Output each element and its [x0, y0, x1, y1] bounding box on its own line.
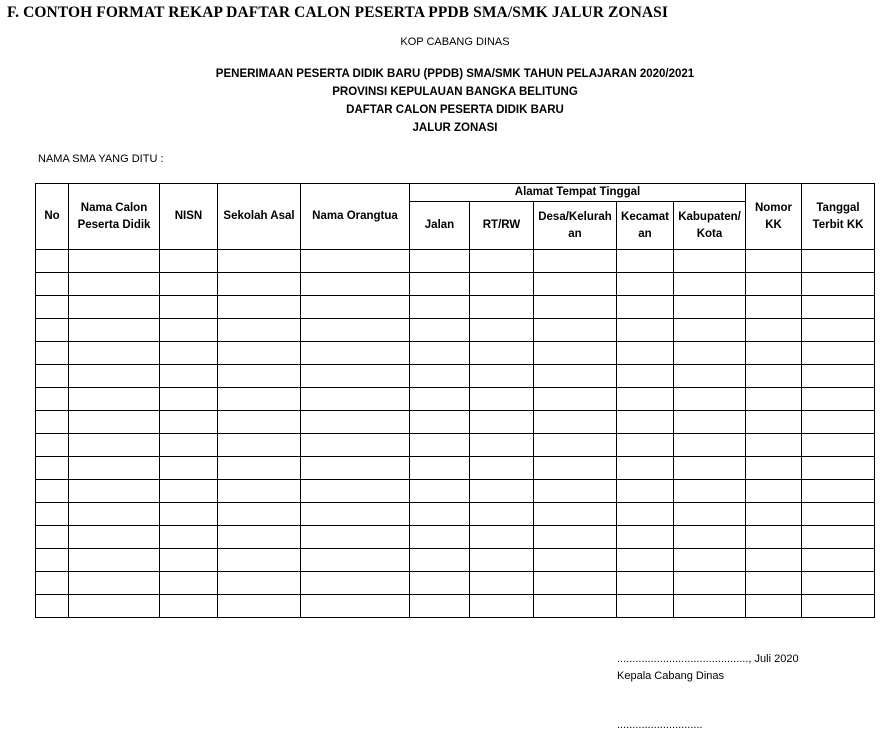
table-cell [160, 572, 218, 595]
table-cell [746, 526, 802, 549]
table-cell [746, 572, 802, 595]
table-cell [301, 526, 410, 549]
table-cell [746, 457, 802, 480]
table-cell [470, 319, 534, 342]
table-cell [218, 388, 301, 411]
table-row [36, 273, 875, 296]
table-cell [470, 250, 534, 273]
table-cell [674, 250, 746, 273]
table-cell [802, 273, 875, 296]
table-cell [69, 595, 160, 618]
recap-table-body [36, 250, 875, 618]
table-cell [69, 342, 160, 365]
table-cell [218, 549, 301, 572]
document-heading [0, 65, 885, 137]
heading-line-list: DAFTAR CALON PESERTA DIDIK BARU [346, 104, 564, 116]
table-cell [301, 595, 410, 618]
table-cell [410, 457, 470, 480]
table-cell [534, 549, 617, 572]
kop-header: KOP CABANG DINAS [400, 36, 510, 48]
table-cell [802, 595, 875, 618]
table-cell [160, 411, 218, 434]
table-cell [69, 273, 160, 296]
table-cell [617, 365, 674, 388]
table-cell [534, 250, 617, 273]
table-cell [802, 549, 875, 572]
table-cell [617, 319, 674, 342]
table-cell [617, 342, 674, 365]
school-name-label: NAMA SMA YANG DITU : [38, 153, 164, 165]
table-cell [301, 572, 410, 595]
table-cell [802, 411, 875, 434]
table-cell [410, 411, 470, 434]
table-cell [802, 342, 875, 365]
heading-line-jalur: JALUR ZONASI [412, 122, 498, 134]
table-cell [36, 365, 69, 388]
table-cell [674, 273, 746, 296]
table-cell [160, 595, 218, 618]
table-cell [36, 319, 69, 342]
table-row [36, 388, 875, 411]
header-tanggal-terbit-kk: Tanggal Terbit KK [802, 184, 875, 250]
signature-name-line: ............................ [617, 719, 703, 731]
table-cell [746, 273, 802, 296]
document-title: F. CONTOH FORMAT REKAP DAFTAR CALON PESERTA PPDB SMA/SMK JALUR ZONASI [7, 4, 669, 21]
table-cell [36, 572, 69, 595]
table-cell [160, 319, 218, 342]
table-cell [470, 457, 534, 480]
table-row [36, 250, 875, 273]
table-cell [301, 503, 410, 526]
header-kecamatan: Kecamat an [617, 202, 674, 250]
table-cell [617, 273, 674, 296]
table-cell [218, 572, 301, 595]
table-row [36, 342, 875, 365]
table-cell [36, 549, 69, 572]
table-cell [69, 434, 160, 457]
table-cell [802, 503, 875, 526]
table-cell [160, 365, 218, 388]
table-cell [410, 273, 470, 296]
table-cell [534, 572, 617, 595]
header-nisn: NISN [160, 184, 218, 250]
table-cell [410, 250, 470, 273]
table-cell [160, 296, 218, 319]
table-cell [534, 411, 617, 434]
table-cell [218, 273, 301, 296]
table-cell [410, 296, 470, 319]
table-cell [160, 342, 218, 365]
table-cell [36, 503, 69, 526]
table-cell [410, 342, 470, 365]
table-cell [746, 319, 802, 342]
table-cell [218, 319, 301, 342]
table-cell [802, 457, 875, 480]
table-cell [802, 480, 875, 503]
table-cell [218, 342, 301, 365]
table-cell [802, 434, 875, 457]
table-cell [69, 250, 160, 273]
table-cell [746, 250, 802, 273]
table-cell [69, 296, 160, 319]
table-cell [410, 434, 470, 457]
table-cell [534, 480, 617, 503]
table-cell [410, 365, 470, 388]
table-cell [218, 365, 301, 388]
table-cell [617, 250, 674, 273]
table-row [36, 526, 875, 549]
table-cell [470, 296, 534, 319]
table-cell [617, 411, 674, 434]
table-cell [746, 549, 802, 572]
table-cell [534, 434, 617, 457]
table-cell [218, 526, 301, 549]
table-row [36, 365, 875, 388]
table-cell [410, 480, 470, 503]
table-cell [36, 457, 69, 480]
header-kabupaten-kota: Kabupaten/ Kota [674, 202, 746, 250]
table-cell [617, 572, 674, 595]
heading-line-province: PROVINSI KEPULAUAN BANGKA BELITUNG [332, 86, 578, 98]
table-row [36, 457, 875, 480]
table-cell [36, 434, 69, 457]
table-cell [160, 388, 218, 411]
table-cell [69, 549, 160, 572]
table-cell [410, 319, 470, 342]
header-sekolah-asal: Sekolah Asal [218, 184, 301, 250]
header-nomor-kk: Nomor KK [746, 184, 802, 250]
table-cell [160, 503, 218, 526]
table-cell [674, 434, 746, 457]
table-cell [470, 572, 534, 595]
header-alamat-group: Alamat Tempat Tinggal [410, 184, 746, 202]
table-row [36, 296, 875, 319]
table-cell [617, 549, 674, 572]
table-cell [69, 457, 160, 480]
table-cell [160, 273, 218, 296]
table-cell [802, 365, 875, 388]
table-cell [160, 526, 218, 549]
table-row [36, 595, 875, 618]
table-cell [160, 480, 218, 503]
table-row [36, 503, 875, 526]
table-cell [674, 480, 746, 503]
table-cell [301, 480, 410, 503]
table-cell [69, 480, 160, 503]
table-cell [470, 342, 534, 365]
table-cell [674, 572, 746, 595]
table-cell [534, 342, 617, 365]
signature-date-line: ..........................................., Juli 2020 [617, 653, 799, 665]
table-cell [218, 411, 301, 434]
table-cell [36, 595, 69, 618]
table-row [36, 480, 875, 503]
table-cell [218, 434, 301, 457]
table-cell [160, 434, 218, 457]
table-cell [470, 388, 534, 411]
table-cell [534, 457, 617, 480]
table-cell [470, 411, 534, 434]
table-cell [69, 503, 160, 526]
header-nama-calon: Nama Calon Peserta Didik [69, 184, 160, 250]
table-cell [534, 273, 617, 296]
table-cell [534, 296, 617, 319]
table-cell [746, 480, 802, 503]
table-cell [218, 296, 301, 319]
table-cell [802, 526, 875, 549]
heading-line-ppdb: PENERIMAAN PESERTA DIDIK BARU (PPDB) SMA/SMK TAHUN PELAJARAN 2020/2021 [215, 68, 695, 80]
table-cell [36, 480, 69, 503]
table-cell [410, 503, 470, 526]
table-cell [534, 319, 617, 342]
header-no: No [36, 184, 69, 250]
table-cell [470, 434, 534, 457]
table-cell [802, 296, 875, 319]
table-cell [410, 526, 470, 549]
table-cell [617, 480, 674, 503]
table-cell [674, 411, 746, 434]
table-cell [410, 595, 470, 618]
table-cell [674, 503, 746, 526]
table-cell [534, 365, 617, 388]
table-cell [69, 388, 160, 411]
table-cell [160, 457, 218, 480]
table-cell [69, 572, 160, 595]
table-cell [746, 388, 802, 411]
table-cell [746, 411, 802, 434]
table-cell [301, 549, 410, 572]
table-cell [802, 250, 875, 273]
table-cell [617, 296, 674, 319]
table-cell [674, 457, 746, 480]
table-row [36, 572, 875, 595]
signature-title: Kepala Cabang Dinas [617, 670, 725, 682]
table-cell [617, 595, 674, 618]
table-cell [470, 480, 534, 503]
table-cell [301, 319, 410, 342]
table-cell [746, 503, 802, 526]
table-cell [617, 457, 674, 480]
recap-table [35, 183, 875, 618]
table-cell [36, 342, 69, 365]
table-cell [410, 388, 470, 411]
table-cell [301, 273, 410, 296]
table-cell [746, 434, 802, 457]
table-row [36, 434, 875, 457]
table-cell [160, 250, 218, 273]
table-cell [746, 595, 802, 618]
table-cell [802, 388, 875, 411]
table-cell [36, 411, 69, 434]
header-nama-orangtua: Nama Orangtua [301, 184, 410, 250]
table-cell [69, 319, 160, 342]
table-cell [301, 411, 410, 434]
table-cell [410, 549, 470, 572]
table-cell [534, 388, 617, 411]
table-cell [674, 319, 746, 342]
table-cell [470, 273, 534, 296]
table-cell [674, 595, 746, 618]
table-cell [674, 296, 746, 319]
table-cell [36, 526, 69, 549]
table-cell [301, 434, 410, 457]
header-rt-rw: RT/RW [470, 202, 534, 250]
table-cell [36, 388, 69, 411]
table-row [36, 411, 875, 434]
table-cell [301, 365, 410, 388]
table-cell [534, 503, 617, 526]
table-cell [617, 526, 674, 549]
table-row [36, 319, 875, 342]
table-cell [69, 411, 160, 434]
table-cell [674, 549, 746, 572]
table-cell [301, 342, 410, 365]
table-cell [218, 457, 301, 480]
table-cell [410, 572, 470, 595]
table-cell [470, 595, 534, 618]
header-desa-kelurahan: Desa/Kelurah an [534, 202, 617, 250]
table-cell [36, 296, 69, 319]
table-cell [301, 296, 410, 319]
table-cell [36, 273, 69, 296]
table-cell [36, 250, 69, 273]
table-cell [534, 595, 617, 618]
table-cell [69, 526, 160, 549]
table-cell [802, 319, 875, 342]
header-jalan: Jalan [410, 202, 470, 250]
table-cell [218, 480, 301, 503]
table-cell [674, 388, 746, 411]
table-cell [534, 526, 617, 549]
table-cell [617, 503, 674, 526]
table-cell [802, 572, 875, 595]
table-cell [617, 388, 674, 411]
table-cell [301, 388, 410, 411]
table-cell [674, 342, 746, 365]
table-row [36, 549, 875, 572]
table-cell [746, 365, 802, 388]
table-cell [674, 526, 746, 549]
table-cell [218, 595, 301, 618]
table-cell [470, 526, 534, 549]
table-cell [301, 250, 410, 273]
table-cell [746, 296, 802, 319]
table-cell [617, 434, 674, 457]
table-cell [470, 503, 534, 526]
table-cell [470, 365, 534, 388]
table-cell [674, 365, 746, 388]
table-cell [218, 503, 301, 526]
table-cell [69, 365, 160, 388]
table-cell [470, 549, 534, 572]
table-cell [218, 250, 301, 273]
table-cell [301, 457, 410, 480]
table-cell [160, 549, 218, 572]
table-cell [746, 342, 802, 365]
